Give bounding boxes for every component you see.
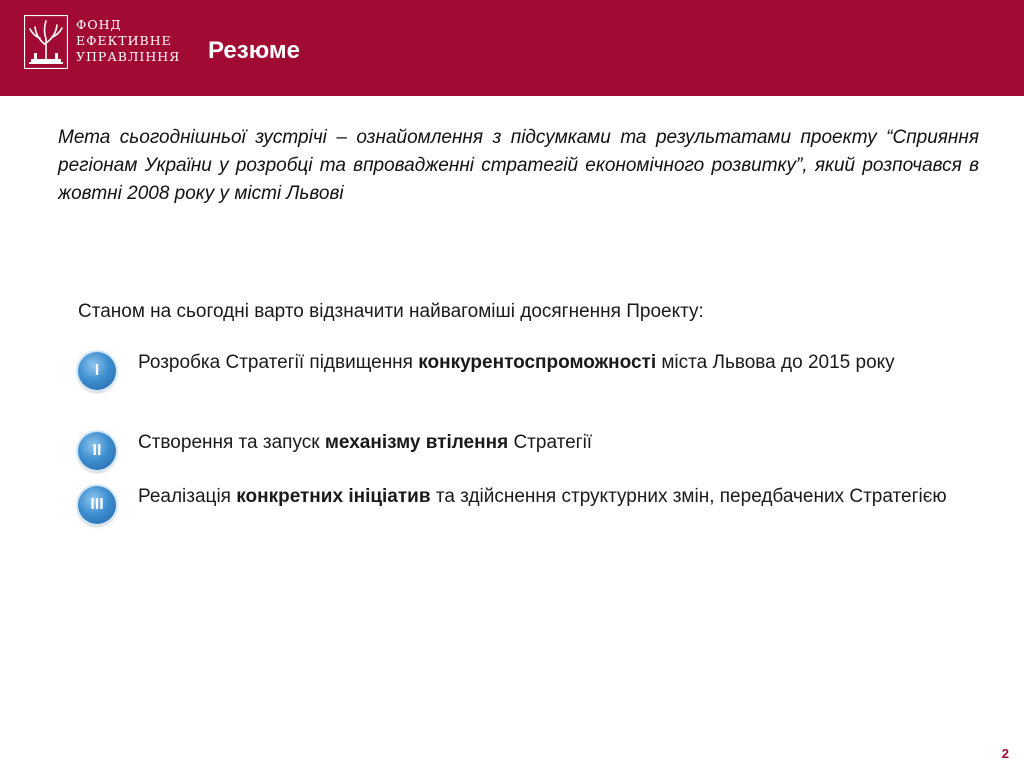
item-text-bold: конкретних ініціатив [236, 486, 431, 507]
roman-numeral-badge-icon: II [78, 432, 116, 470]
item-text [138, 428, 958, 458]
intro-paragraph: Мета сьогоднішньої зустрічі – ознайомлення з підсумками та результатами проекту “Сприяння регіонам України у розробці та впровадженні стратегій економічного розвитку”, який розпочався в жовтні 2008 року у місті Львові [58, 127, 979, 204]
fund-logo [24, 15, 181, 71]
item-text [138, 348, 958, 378]
roman-numeral-badge-icon: I [78, 352, 116, 390]
page-title: Резюме [208, 37, 300, 64]
item-text-before: Створення та запуск [138, 432, 325, 453]
page-number: 2 [1001, 746, 1009, 761]
item-text-bold: механізму втілення [324, 432, 509, 453]
logo-line: УПРАВЛІННЯ [76, 49, 181, 64]
logo-line: ФОНД [76, 17, 122, 32]
item-text-before: Реалізація [138, 486, 237, 507]
header-bar [0, 0, 1024, 96]
item-text-after: Стратегії [508, 432, 593, 453]
tree-logo-icon [24, 15, 68, 69]
item-text [138, 482, 958, 512]
logo-line: ЕФЕКТИВНЕ [76, 33, 172, 48]
roman-numeral-badge-icon: III [78, 486, 116, 524]
item-text-after: та здійснення структурних змін, передбачених Стратегією [430, 486, 947, 507]
item-text-bold: конкурентоспроможності [418, 352, 657, 373]
achievements-lead: Станом на сьогодні варто відзначити найвагоміші досягнення Проекту: [78, 301, 704, 322]
item-text-before: Розробка Стратегії підвищення [138, 352, 419, 373]
logo-text [76, 17, 180, 65]
item-text-after: міста Львова до 2015 року [656, 352, 895, 373]
